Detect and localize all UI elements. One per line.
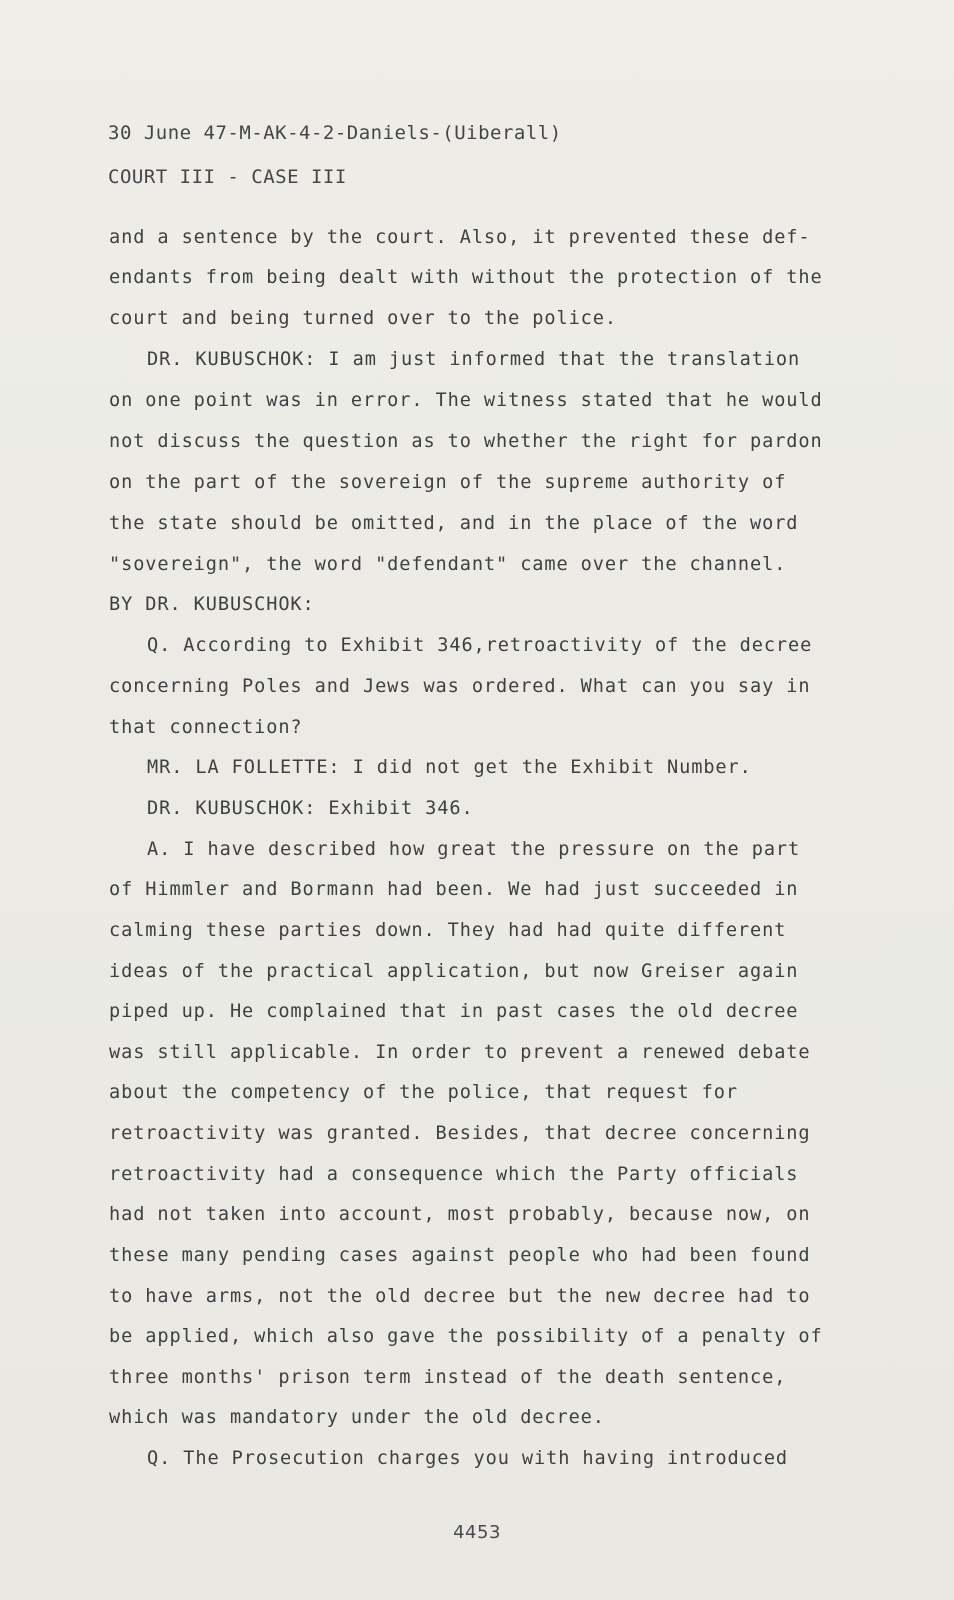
transcript-line: on the part of the sovereign of the supreme authority of	[109, 472, 787, 493]
transcript-line: be applied, which also gave the possibility of a penalty of	[109, 1326, 823, 1347]
transcript-line: endants from being dealt with without the protection of the	[109, 267, 823, 288]
transcript-line: and a sentence by the court. Also, it prevented these def-	[109, 227, 811, 248]
transcript-line: Q. The Prosecution charges you with having introduced	[147, 1448, 789, 1469]
transcript-line: Q. According to Exhibit 346,retroactivity of the decree	[147, 635, 813, 656]
transcript-line: was still applicable. In order to prevent a renewed debate	[109, 1042, 811, 1063]
transcript-line: about the competency of the police, that request for	[109, 1082, 738, 1103]
transcript-line: concerning Poles and Jews was ordered. What can you say in	[109, 676, 811, 697]
page-number: 4453	[453, 1522, 501, 1543]
transcript-line: DR. KUBUSCHOK: Exhibit 346.	[147, 798, 474, 819]
transcript-line: MR. LA FOLLETTE: I did not get the Exhibit Number.	[147, 757, 752, 778]
transcript-line: on one point was in error. The witness stated that he would	[109, 390, 823, 411]
transcript-line: three months' prison term instead of the death sentence,	[109, 1367, 787, 1388]
transcript-line: of Himmler and Bormann had been. We had just succeeded in	[109, 879, 799, 900]
transcript-line: that connection?	[109, 717, 303, 738]
transcript-line: not discuss the question as to whether the right for pardon	[109, 431, 823, 452]
transcript-line: A. I have described how great the pressure on the part	[147, 839, 801, 860]
transcript-line: which was mandatory under the old decree.	[109, 1407, 605, 1428]
header-date-line: 30 June 47-M-AK-4-2-Daniels-(Uiberall)	[108, 122, 562, 144]
transcript-line: BY DR. KUBUSCHOK:	[109, 594, 315, 615]
transcript-line: piped up. He complained that in past cases the old decree	[109, 1001, 799, 1022]
transcript-line: had not taken into account, most probably, because now, on	[109, 1204, 811, 1225]
transcript-line: to have arms, not the old decree but the new decree had to	[109, 1286, 811, 1307]
transcript-line: "sovereign", the word "defendant" came over the channel.	[109, 554, 787, 575]
transcript-line: the state should be omitted, and in the place of the word	[109, 513, 799, 534]
transcript-line: court and being turned over to the police.	[109, 308, 617, 329]
transcript-line: calming these parties down. They had had quite different	[109, 920, 787, 941]
transcript-line: retroactivity had a consequence which the Party officials	[109, 1164, 799, 1185]
transcript-line: DR. KUBUSCHOK: I am just informed that the translation	[147, 349, 801, 370]
transcript-line: retroactivity was granted. Besides, that decree concerning	[109, 1123, 811, 1144]
transcript-line: these many pending cases against people who had been found	[109, 1245, 811, 1266]
transcript-line: ideas of the practical application, but now Greiser again	[109, 961, 799, 982]
header-court-case: COURT III - CASE III	[108, 166, 347, 188]
